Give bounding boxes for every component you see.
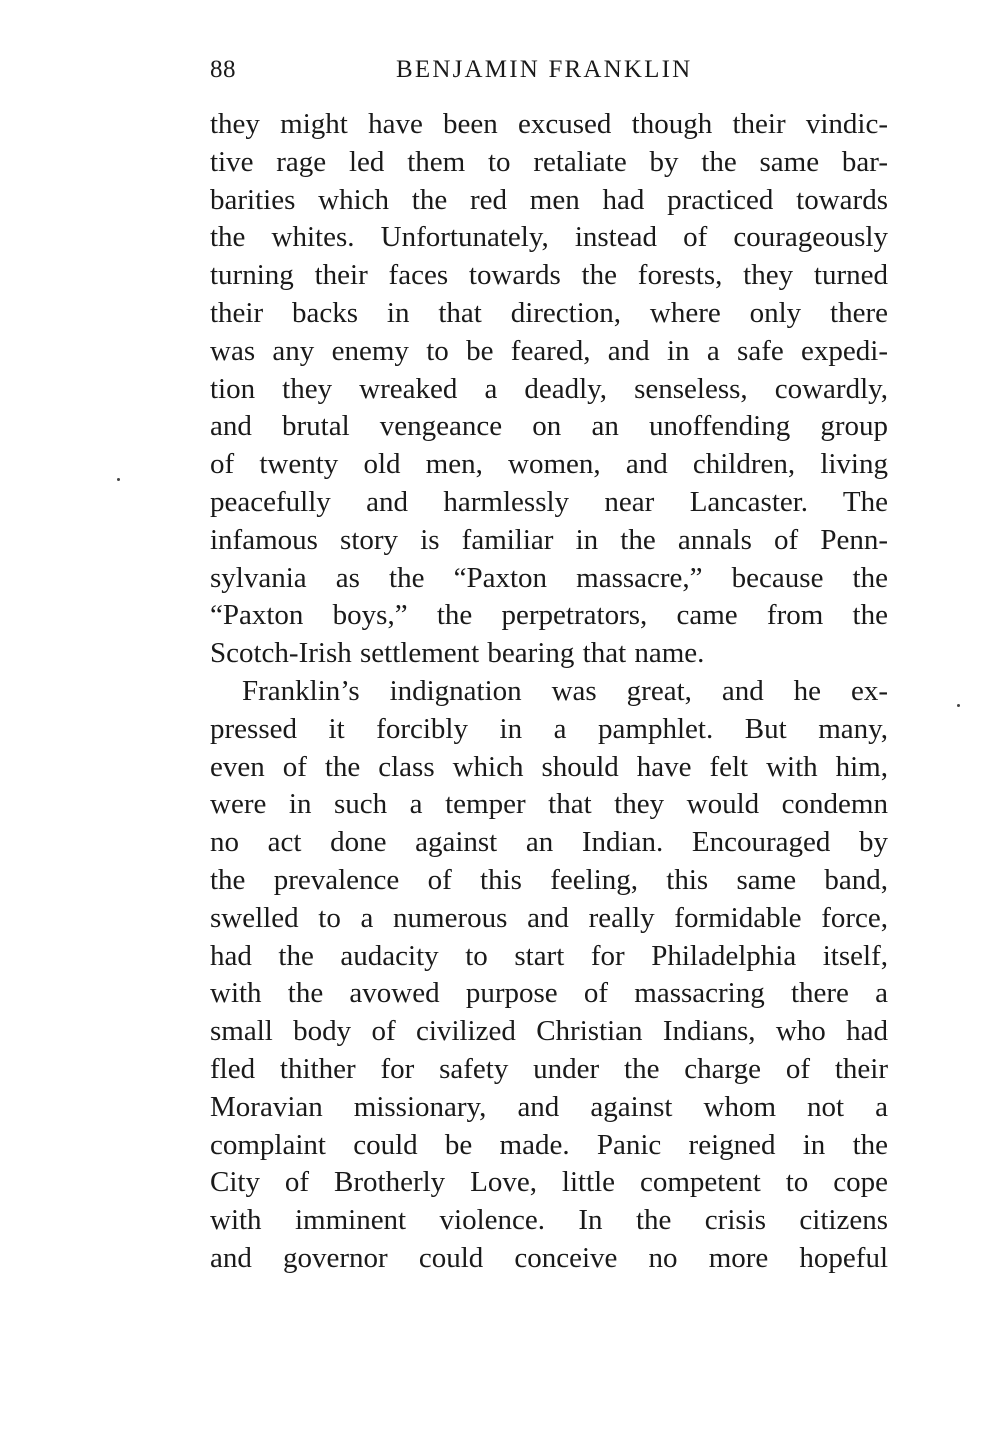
page-header [210,52,888,92]
text-line: swelled to a numerous and really formidable force, [210,901,888,934]
text-line: the prevalence of this feeling, this same band, [210,863,888,896]
text-line: even of the class which should have felt with him, [210,750,888,783]
text-line: they might have been excused though their vindic- [210,108,888,140]
text-line: tive rage led them to retaliate by the same bar- [210,145,888,178]
text-line: turning their faces towards the forests, they turned [210,259,888,292]
text-line: small body of civilized Christian Indians, who had [210,1015,888,1048]
text-line: was any enemy to be feared, and in a safe expedi- [210,334,888,367]
text-line: complaint could be made. Panic reigned in the [210,1128,888,1161]
text-line: and brutal vengeance on an unoffending group [210,410,888,443]
paragraph-1 [210,106,888,673]
text-line: of twenty old men, women, and children, living [210,448,888,481]
text-line: and governor could conceive no more hopeful [210,1241,888,1274]
text-line: Scotch-Irish settlement bearing that name. [210,637,705,670]
text-line: pressed it forcibly in a pamphlet. But many, [210,712,888,745]
scan-speck [957,704,960,707]
text-line: fled thither for safety under the charge of their [210,1052,888,1085]
text-line: Franklin’s indignation was great, and he ex- [242,674,888,707]
text-line: with imminent violence. In the crisis citizens [210,1204,888,1237]
text-line: infamous story is familiar in the annals of Penn- [210,523,888,556]
text-line: no act done against an Indian. Encouraged by [210,826,888,859]
text-line: the whites. Unfortunately, instead of courageously [210,221,888,254]
text-line: “Paxton boys,” the perpetrators, came from the [210,599,888,632]
text-line: City of Brotherly Love, little competent to cope [210,1166,888,1199]
page-number: 88 [210,56,236,83]
text-line: tion they wreaked a deadly, senseless, cowardly, [210,372,888,405]
paragraph-2 [210,673,888,1278]
body-text [210,106,888,1278]
text-line: sylvania as the “Paxton massacre,” because the [210,561,888,594]
text-line: had the audacity to start for Philadelphia itself, [210,939,888,972]
running-head: BENJAMIN FRANKLIN [396,56,693,83]
text-line: were in such a temper that they would condemn [210,788,888,821]
text-line: with the avowed purpose of massacring there a [210,977,888,1010]
text-line: barities which the red men had practiced towards [210,183,888,216]
scan-speck [117,478,120,481]
text-line: peacefully and harmlessly near Lancaster. The [210,485,888,518]
text-line: Moravian missionary, and against whom not a [210,1090,888,1123]
text-line: their backs in that direction, where only there [210,296,888,329]
